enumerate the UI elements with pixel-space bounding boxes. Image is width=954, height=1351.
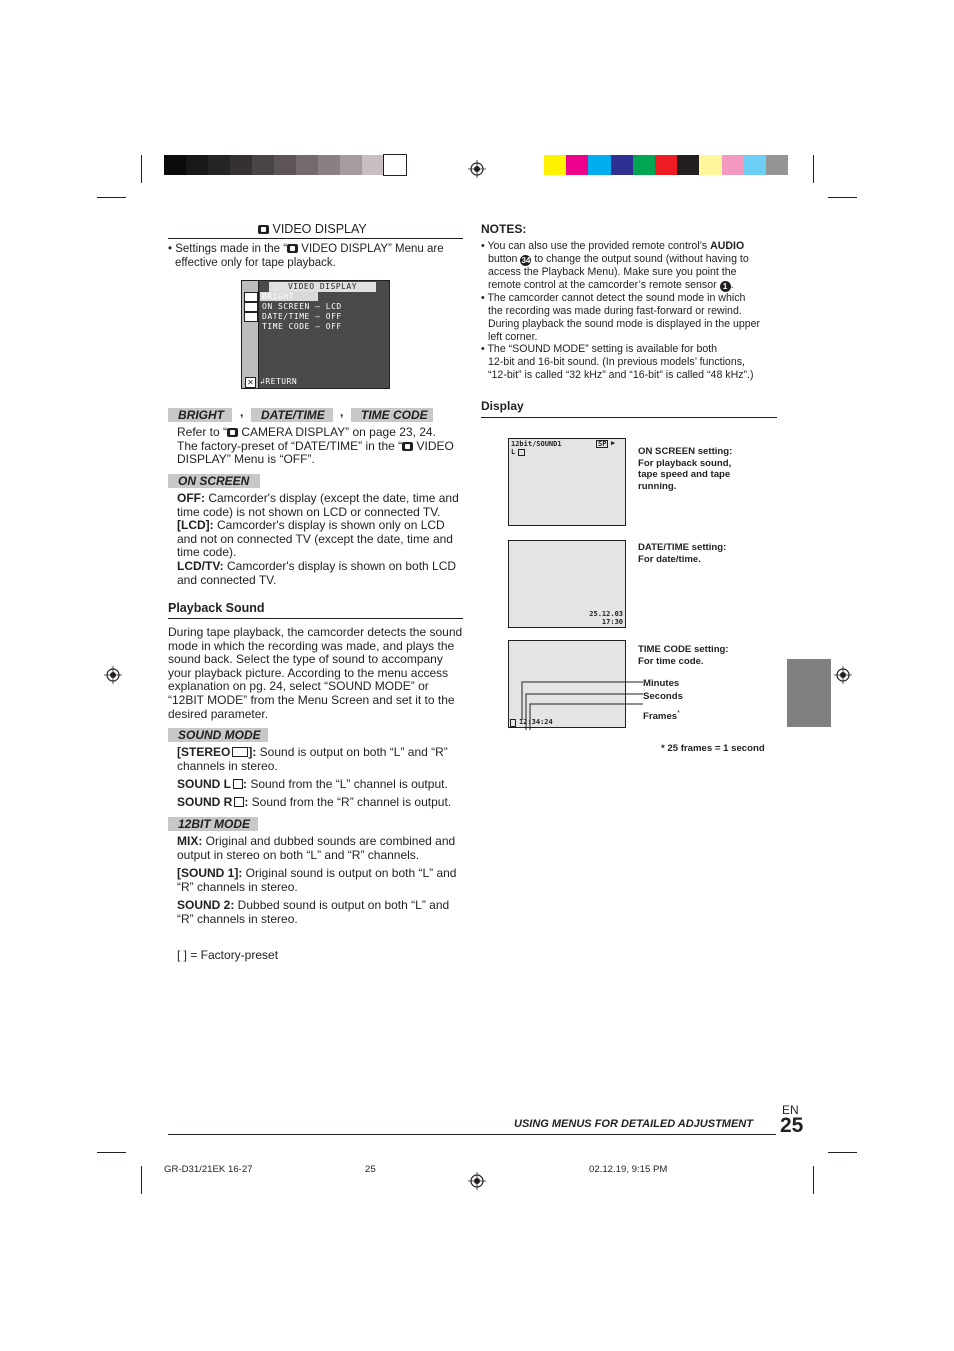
print-date: 02.12.19, 9:15 PM xyxy=(589,1164,668,1175)
text-line: During tape playback, the camcorder detects the sound xyxy=(168,625,463,639)
option-text: and not on connected TV (except the date, time and xyxy=(177,531,453,546)
language-code: EN xyxy=(782,1103,799,1117)
text-line: desired parameter. xyxy=(168,706,269,721)
text-line: DATE/TIME – OFF xyxy=(262,312,342,321)
note-1 xyxy=(481,240,777,292)
note-text: to change the output sound (without having to xyxy=(531,252,749,265)
display-screen-on-screen xyxy=(508,438,626,526)
sound-mode-readout: 12bit/SOUND1 xyxy=(511,440,562,448)
registration-mark-icon xyxy=(834,666,852,684)
option-text: Camcorder's display is shown on both LCD xyxy=(223,558,457,573)
text-line: left corner. xyxy=(488,330,538,343)
time-code-readout: 12:34:24 xyxy=(519,718,553,726)
refer-part: Refer to “ xyxy=(177,425,228,439)
crop-mark xyxy=(828,1152,857,1153)
registration-mark-icon xyxy=(468,160,486,178)
option-text: Camcorder's display is shown only on LCD xyxy=(213,518,445,533)
text-line: mode in which the recording was made, and plays the xyxy=(168,638,455,653)
option-text: output in stereo on both “L” and “R” channels. xyxy=(177,847,420,862)
color-swatch xyxy=(208,155,230,175)
channel-readout xyxy=(511,448,515,456)
sensor-number-badge: 1 xyxy=(720,281,731,292)
color-swatch xyxy=(362,155,384,175)
option-text: Original and dubbed sounds are combined and xyxy=(202,834,456,848)
text-line: the recording was made during fast-forward or rewind. xyxy=(488,304,742,317)
note-2 xyxy=(481,292,777,344)
camera-display-icon xyxy=(227,428,238,437)
sound2-option xyxy=(177,899,467,926)
option-text: and connected TV. xyxy=(177,572,277,587)
frames-footnote: * 25 frames = 1 second xyxy=(661,743,765,754)
speaker-icon xyxy=(518,449,525,456)
mix-option xyxy=(177,835,467,862)
color-swatch xyxy=(230,155,252,175)
refer-part: DISPLAY” Menu is “OFF”. xyxy=(177,452,315,467)
color-swatch xyxy=(164,155,186,175)
caption-time-code xyxy=(638,644,729,667)
crop-mark xyxy=(97,197,126,198)
side-tab xyxy=(787,659,831,727)
note-text: • You can also use the provided remote control’s xyxy=(481,240,711,252)
color-swatch xyxy=(318,155,340,175)
display-screen-date-time xyxy=(508,540,626,628)
text-line: • The “SOUND MODE” setting is available for both xyxy=(481,343,718,355)
factory-preset-note: [ ] = Factory-preset xyxy=(177,948,279,962)
comma: , xyxy=(240,405,244,419)
tag-on-screen: ON SCREEN xyxy=(168,474,260,488)
display-heading: Display xyxy=(481,399,524,413)
note-text: access the Playback Menu). Make sure you point the xyxy=(488,265,737,278)
footer-divider xyxy=(168,1134,776,1135)
color-swatch xyxy=(699,155,721,175)
option-label: : xyxy=(244,795,249,809)
sound-mode-options xyxy=(177,746,467,774)
color-swatch xyxy=(744,155,766,175)
color-swatch xyxy=(655,155,677,175)
text-line: During playback the sound mode is displayed in the upper xyxy=(488,317,761,330)
comma: , xyxy=(340,405,344,419)
option-text: “R” channels in stereo. xyxy=(177,911,298,926)
color-swatch xyxy=(588,155,610,175)
crop-mark xyxy=(141,155,142,183)
color-swatch xyxy=(544,155,566,175)
sound-l-option xyxy=(177,778,467,792)
menu-return: ↲RETURN xyxy=(260,377,298,386)
menu-items xyxy=(262,292,342,332)
text-line: TIME CODE – OFF xyxy=(262,322,342,331)
left-speaker-icon xyxy=(233,779,243,789)
color-swatch xyxy=(766,155,788,175)
text-line: running. xyxy=(638,480,677,492)
section-heading-video-display xyxy=(258,222,367,236)
option-text: Sound is output on both “L” and “R” xyxy=(256,745,448,759)
text-line: ON SCREEN – LCD xyxy=(262,302,342,311)
text-line: DATE/TIME setting: xyxy=(638,542,727,553)
menu-icon xyxy=(244,312,258,322)
crop-mark xyxy=(813,1166,814,1194)
text-line: For date/time. xyxy=(638,553,701,565)
bullet-text: VIDEO DISPLAY” Menu are xyxy=(298,243,444,255)
option-text: time code). xyxy=(177,545,237,560)
play-icon: ▶ xyxy=(611,439,616,447)
text-line: sound back. Select the type of sound to accompany xyxy=(168,652,443,667)
notes-heading: NOTES: xyxy=(481,222,527,236)
menu-icon xyxy=(244,292,258,302)
button-number-badge: 34 xyxy=(521,255,531,265)
playback-paragraph xyxy=(168,626,468,721)
text-line: your playback picture. According to the menu access xyxy=(168,665,449,680)
exit-icon: ✕ xyxy=(245,377,256,388)
option-label: MIX: xyxy=(177,834,203,848)
note-text: remote control at the camcorder’s remote sensor xyxy=(488,278,720,291)
text-line: 12-bit and 16-bit sound. (In previous models’ functions, xyxy=(488,355,745,368)
menu-icon xyxy=(244,302,258,312)
tag-12bit-mode: 12BIT MODE xyxy=(168,817,258,831)
option-label: OFF: xyxy=(177,491,205,505)
option-text: Dubbed sound is output on both “L” and xyxy=(234,898,450,912)
crop-mark xyxy=(828,197,857,198)
option-label: [STEREO xyxy=(177,745,231,759)
color-swatch xyxy=(677,155,699,175)
seconds-label: Seconds xyxy=(643,691,683,702)
caption-on-screen xyxy=(638,446,732,492)
option-label: LCD/TV: xyxy=(177,558,224,573)
menu-screen xyxy=(241,280,390,389)
color-swatch xyxy=(566,155,588,175)
on-screen-options xyxy=(177,492,467,587)
crop-mark xyxy=(97,1152,126,1153)
note-text: AUDIO xyxy=(710,240,745,252)
camera-display-icon xyxy=(287,244,298,253)
right-speaker-icon xyxy=(234,797,244,807)
option-label: SOUND 2: xyxy=(177,898,235,912)
text-line: ON SCREEN setting: xyxy=(638,446,733,457)
divider xyxy=(168,238,463,239)
refer-text xyxy=(177,426,467,467)
option-label: : xyxy=(243,777,247,791)
text-line: • The camcorder cannot detect the sound mode in which xyxy=(481,292,746,304)
divider xyxy=(481,417,777,418)
tag-time-code: TIME CODE xyxy=(351,408,433,422)
color-swatch xyxy=(384,155,406,175)
option-text: “R” channels in stereo. xyxy=(177,879,298,894)
note-3 xyxy=(481,343,777,382)
text-line: For time code. xyxy=(638,655,704,667)
tape-speed-readout: SP xyxy=(598,440,607,448)
option-text: channels in stereo. xyxy=(177,758,278,773)
note-text: . xyxy=(730,278,734,291)
page-number: 25 xyxy=(780,1114,804,1137)
color-swatch xyxy=(274,155,296,175)
crop-mark xyxy=(141,1166,142,1194)
refer-part: CAMERA DISPLAY” on page 23, 24. xyxy=(238,425,436,439)
option-label: [LCD]: xyxy=(177,518,214,533)
option-text: Original sound is output on both “L” and xyxy=(242,866,457,880)
text-line: TIME CODE setting: xyxy=(638,644,729,655)
file-name: GR-D31/21EK 16-27 xyxy=(164,1164,253,1175)
stereo-speaker-icon xyxy=(232,747,248,757)
sound1-option xyxy=(177,867,467,894)
color-swatch xyxy=(722,155,744,175)
refer-part: VIDEO xyxy=(413,438,454,453)
frames-text: Frames xyxy=(643,711,678,723)
option-label: SOUND L xyxy=(177,777,231,791)
option-label: SOUND R xyxy=(177,795,233,809)
color-swatch xyxy=(186,155,208,175)
color-swatch xyxy=(296,155,318,175)
time-readout: 17:30 xyxy=(601,618,623,626)
crop-mark xyxy=(813,155,814,183)
color-swatch xyxy=(633,155,655,175)
color-swatch xyxy=(611,155,633,175)
option-label: [SOUND 1]: xyxy=(177,866,243,880)
video-display-title: VIDEO DISPLAY xyxy=(272,222,367,236)
date-readout: 25.12.03 xyxy=(589,610,623,618)
channel-letter: L xyxy=(511,448,516,456)
asterisk: * xyxy=(677,710,680,717)
frames-label xyxy=(643,708,680,723)
option-text: Sound from the “R” channel is output. xyxy=(248,795,452,809)
sound-r-option xyxy=(177,796,467,810)
playback-sound-heading: Playback Sound xyxy=(168,601,265,615)
caption-date-time xyxy=(638,542,726,565)
tag-bright: BRIGHT xyxy=(168,408,232,422)
bullet-text: • Settings made in the “ xyxy=(168,243,288,255)
option-text: time code) is not shown on LCD or connected TV. xyxy=(177,504,441,519)
section-footer-title: USING MENUS FOR DETAILED ADJUSTMENT xyxy=(514,1118,753,1130)
option-label: ]: xyxy=(248,745,257,759)
registration-mark-icon xyxy=(468,1172,486,1190)
menu-title-bar: VIDEO DISPLAY xyxy=(269,282,376,292)
text-line: tape speed and tape xyxy=(638,469,731,480)
time-code-leader-lines xyxy=(500,670,650,730)
color-swatch xyxy=(252,155,274,175)
registration-mark-icon xyxy=(104,666,122,684)
note-text: button xyxy=(488,252,521,265)
tag-date-time: DATE/TIME xyxy=(251,408,333,422)
bullet-text: effective only for tape playback. xyxy=(175,256,336,269)
video-display-bullet xyxy=(168,243,464,270)
file-page: 25 xyxy=(365,1164,376,1175)
text-line: “12-bit” is called “32 kHz” and “16-bit” is called “48 kHz”.) xyxy=(488,368,754,381)
text-line: explanation on pg. 24, select “SOUND MODE” or xyxy=(168,679,429,694)
text-line: “12BIT MODE” from the Menu Screen and set it to the xyxy=(168,692,455,707)
refer-part: The factory-preset of “DATE/TIME” in the “ xyxy=(177,438,403,453)
tag-sound-mode: SOUND MODE xyxy=(168,728,268,742)
camera-display-icon xyxy=(402,442,413,451)
minutes-label: Minutes xyxy=(643,678,680,689)
text-line: BRIGHT xyxy=(262,292,294,301)
divider xyxy=(168,618,463,619)
option-text: Camcorder's display (except the date, time and xyxy=(205,491,459,505)
text-line: For playback sound, xyxy=(638,457,732,469)
option-text: Sound from the “L” channel is output. xyxy=(247,777,448,791)
camera-display-icon xyxy=(258,225,269,234)
color-swatch xyxy=(340,155,362,175)
